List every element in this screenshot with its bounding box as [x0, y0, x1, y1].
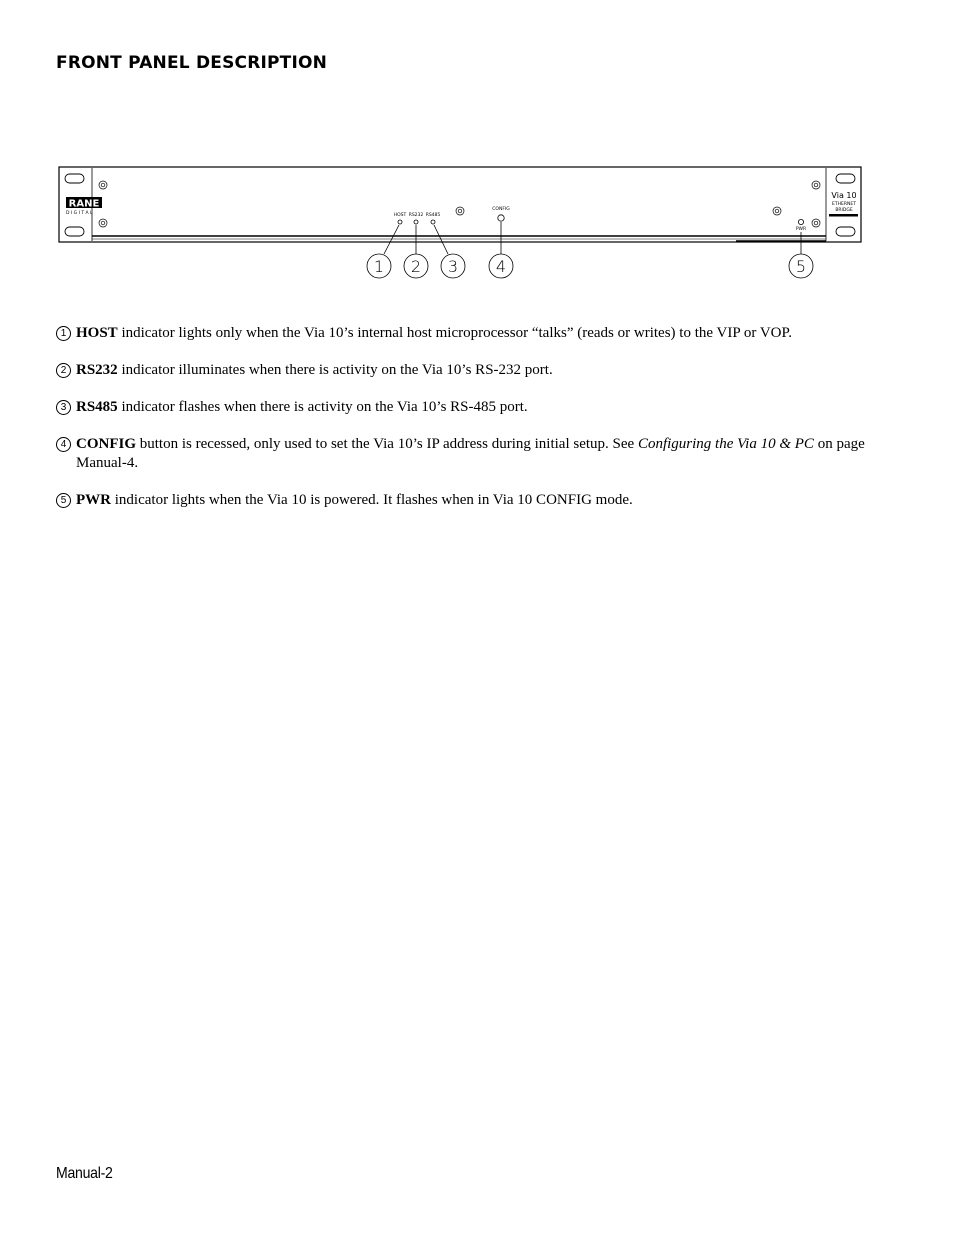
- item-term: CONFIG: [76, 436, 136, 452]
- front-panel-diagram: [56, 162, 864, 286]
- callout-number: 2: [410, 257, 422, 276]
- page-number: Manual-2: [56, 1165, 113, 1182]
- cross-reference-link: Configuring the Via 10 & PC: [637, 436, 814, 452]
- callout-number: 5: [795, 257, 807, 276]
- list-item: [56, 435, 876, 473]
- item-text: indicator illuminates when there is activity on the Via 10’s RS-232 port.: [117, 362, 553, 378]
- host-label: HOST: [393, 213, 407, 218]
- item-term: PWR: [76, 492, 111, 508]
- model-sublabel: ETHERNET: [832, 202, 856, 207]
- item-term: RS232: [76, 362, 118, 378]
- item-text: indicator flashes when there is activity on the Via 10’s RS-485 port.: [117, 399, 528, 415]
- model-sublabel: BRIDGE: [835, 208, 853, 213]
- item-text-tail: on page Manual-4.: [76, 436, 865, 471]
- config-label: CONFIG: [492, 207, 510, 212]
- item-number: 4: [56, 437, 71, 452]
- panel-outline: [59, 167, 861, 242]
- item-text: indicator lights when the Via 10 is powered. It flashes when in Via 10 CONFIG mode.: [111, 492, 633, 508]
- pwr-label: PWR: [795, 227, 807, 232]
- list-item: [56, 491, 876, 510]
- callout-number: 3: [447, 257, 459, 276]
- list-item: [56, 324, 876, 343]
- rs232-label: RS232: [408, 213, 424, 218]
- callout-number: 4: [495, 257, 507, 276]
- page-title: FRONT PANEL DESCRIPTION: [56, 53, 328, 73]
- logo-subtext: D I G I T A L: [66, 211, 93, 216]
- item-text: indicator lights only when the Via 10’s internal host microprocessor “talks” (reads or writes) to the VIP or VOP.: [117, 325, 792, 341]
- item-number: 2: [56, 363, 71, 378]
- model-label: Via 10: [831, 191, 857, 200]
- list-item: [56, 361, 876, 380]
- item-term: HOST: [76, 325, 118, 341]
- item-number: 1: [56, 326, 71, 341]
- item-text: button is recessed, only used to set the Via 10’s IP address during initial setup. See: [136, 436, 638, 452]
- item-number: 5: [56, 493, 71, 508]
- rs485-label: RS485: [425, 213, 441, 218]
- description-list: [56, 324, 876, 528]
- item-number: 3: [56, 400, 71, 415]
- item-term: RS485: [76, 399, 118, 415]
- list-item: [56, 398, 876, 417]
- callout-number: 1: [373, 257, 385, 276]
- logo-text: RANE: [68, 198, 100, 210]
